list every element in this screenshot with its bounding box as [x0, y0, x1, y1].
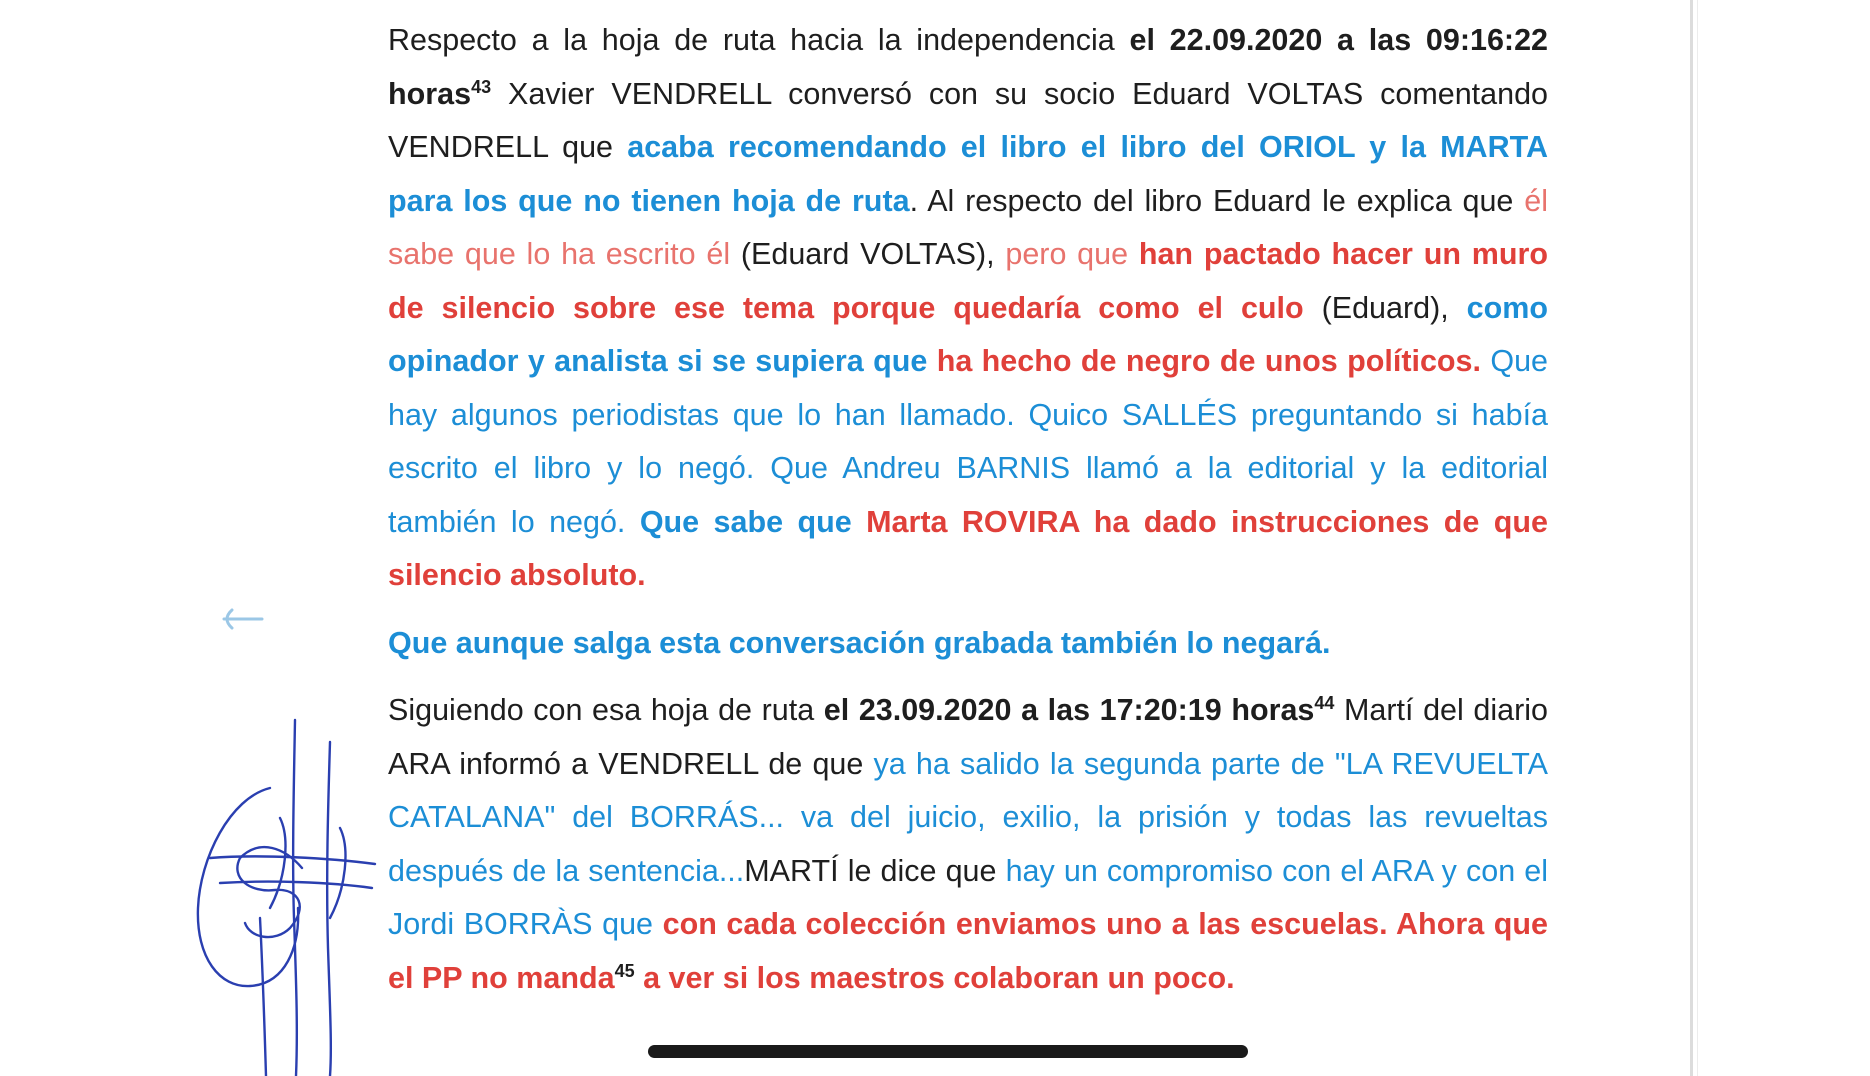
- p3-text-3: MARTÍ le dice que: [744, 853, 1006, 888]
- handwritten-signature: [190, 718, 380, 1076]
- footnote-ref-43: 43: [471, 76, 492, 97]
- paragraph-2: [388, 617, 1548, 671]
- p1-text-1: Respecto a la hoja de ruta hacia la independencia: [388, 23, 1130, 57]
- p1-date-1: el 22.09.2020 a las 09:16:22 horas: [388, 23, 1548, 111]
- p1-red-1: él sabe que lo ha escrito él: [388, 183, 1548, 271]
- home-indicator-bar[interactable]: [648, 1045, 1248, 1058]
- page-edge: [1690, 0, 1693, 1076]
- p1-text-3: . Al respecto del libro Eduard le explica que: [909, 183, 1525, 218]
- p3-date-1: el 23.09.2020 a las 17:20:19 horas: [823, 693, 1315, 727]
- p2-blue-bold: Que aunque salga esta conversación grabada también lo negará.: [388, 625, 1331, 660]
- document-body: [388, 14, 1548, 1005]
- p1-red-2: pero que: [1005, 237, 1139, 271]
- footnote-ref-45: 45: [614, 960, 635, 981]
- p3-text-1: Siguiendo con esa hoja de ruta: [388, 693, 824, 727]
- page-edge-shadow: [1697, 0, 1698, 1076]
- p3-blue-2: hay un compromiso con el ARA y con el Jordi BORRÀS que: [388, 853, 1548, 941]
- p3-text-2: Martí del diario ARA informó a VENDRELL de que: [388, 693, 1548, 781]
- paragraph-1: [388, 14, 1548, 603]
- arrow-left-icon: [218, 604, 264, 634]
- p3-red-bold-2: a ver si los maestros colaboran un poco.: [634, 960, 1235, 995]
- p1-blue-bold-3: Que sabe que: [639, 504, 852, 539]
- p1-blue-bold-1: acaba recomendando el libro el libro del ORIOL y la MARTA para los que no tienen hoja de ruta: [388, 130, 1548, 218]
- p1-text-5: (Eduard),: [1303, 290, 1467, 325]
- p3-blue-1: ya ha salido la segunda parte de "LA REVUELTA CATALANA" del BORRÁS... va del juicio, exilio, la prisión y todas las revueltas después de la sentencia...: [388, 746, 1548, 888]
- p1-text-2: Xavier VENDRELL conversó con su socio Eduard VOLTAS comentando VENDRELL que: [388, 76, 1548, 164]
- p1-blue-1: Que hay algunos periodistas que lo han llamado. Quico SALLÉS preguntando si había escrito el libro y lo negó. Que Andreu BARNIS llamó a la editorial y la editorial también lo negó.: [388, 344, 1549, 539]
- p1-space-2: [852, 505, 866, 539]
- footnote-ref-44: 44: [1314, 692, 1335, 713]
- p3-red-bold-1: con cada colección enviamos uno a las escuelas. Ahora que el PP no manda: [388, 907, 1548, 995]
- p1-blue-bold-2: como opinador y analista si se supiera que: [388, 290, 1549, 378]
- p1-red-bold-1: han pactado hacer un muro de silencio sobre ese tema porque quedaría como el culo: [388, 237, 1548, 325]
- p1-red-bold-2: ha hecho de negro de unos políticos.: [936, 344, 1481, 378]
- paragraph-3: [388, 684, 1548, 1005]
- p1-space: [927, 344, 936, 378]
- p1-red-bold-3: Marta ROVIRA ha dado instrucciones de que silencio absoluto.: [388, 504, 1549, 592]
- p1-text-4: (Eduard VOLTAS),: [730, 237, 1006, 271]
